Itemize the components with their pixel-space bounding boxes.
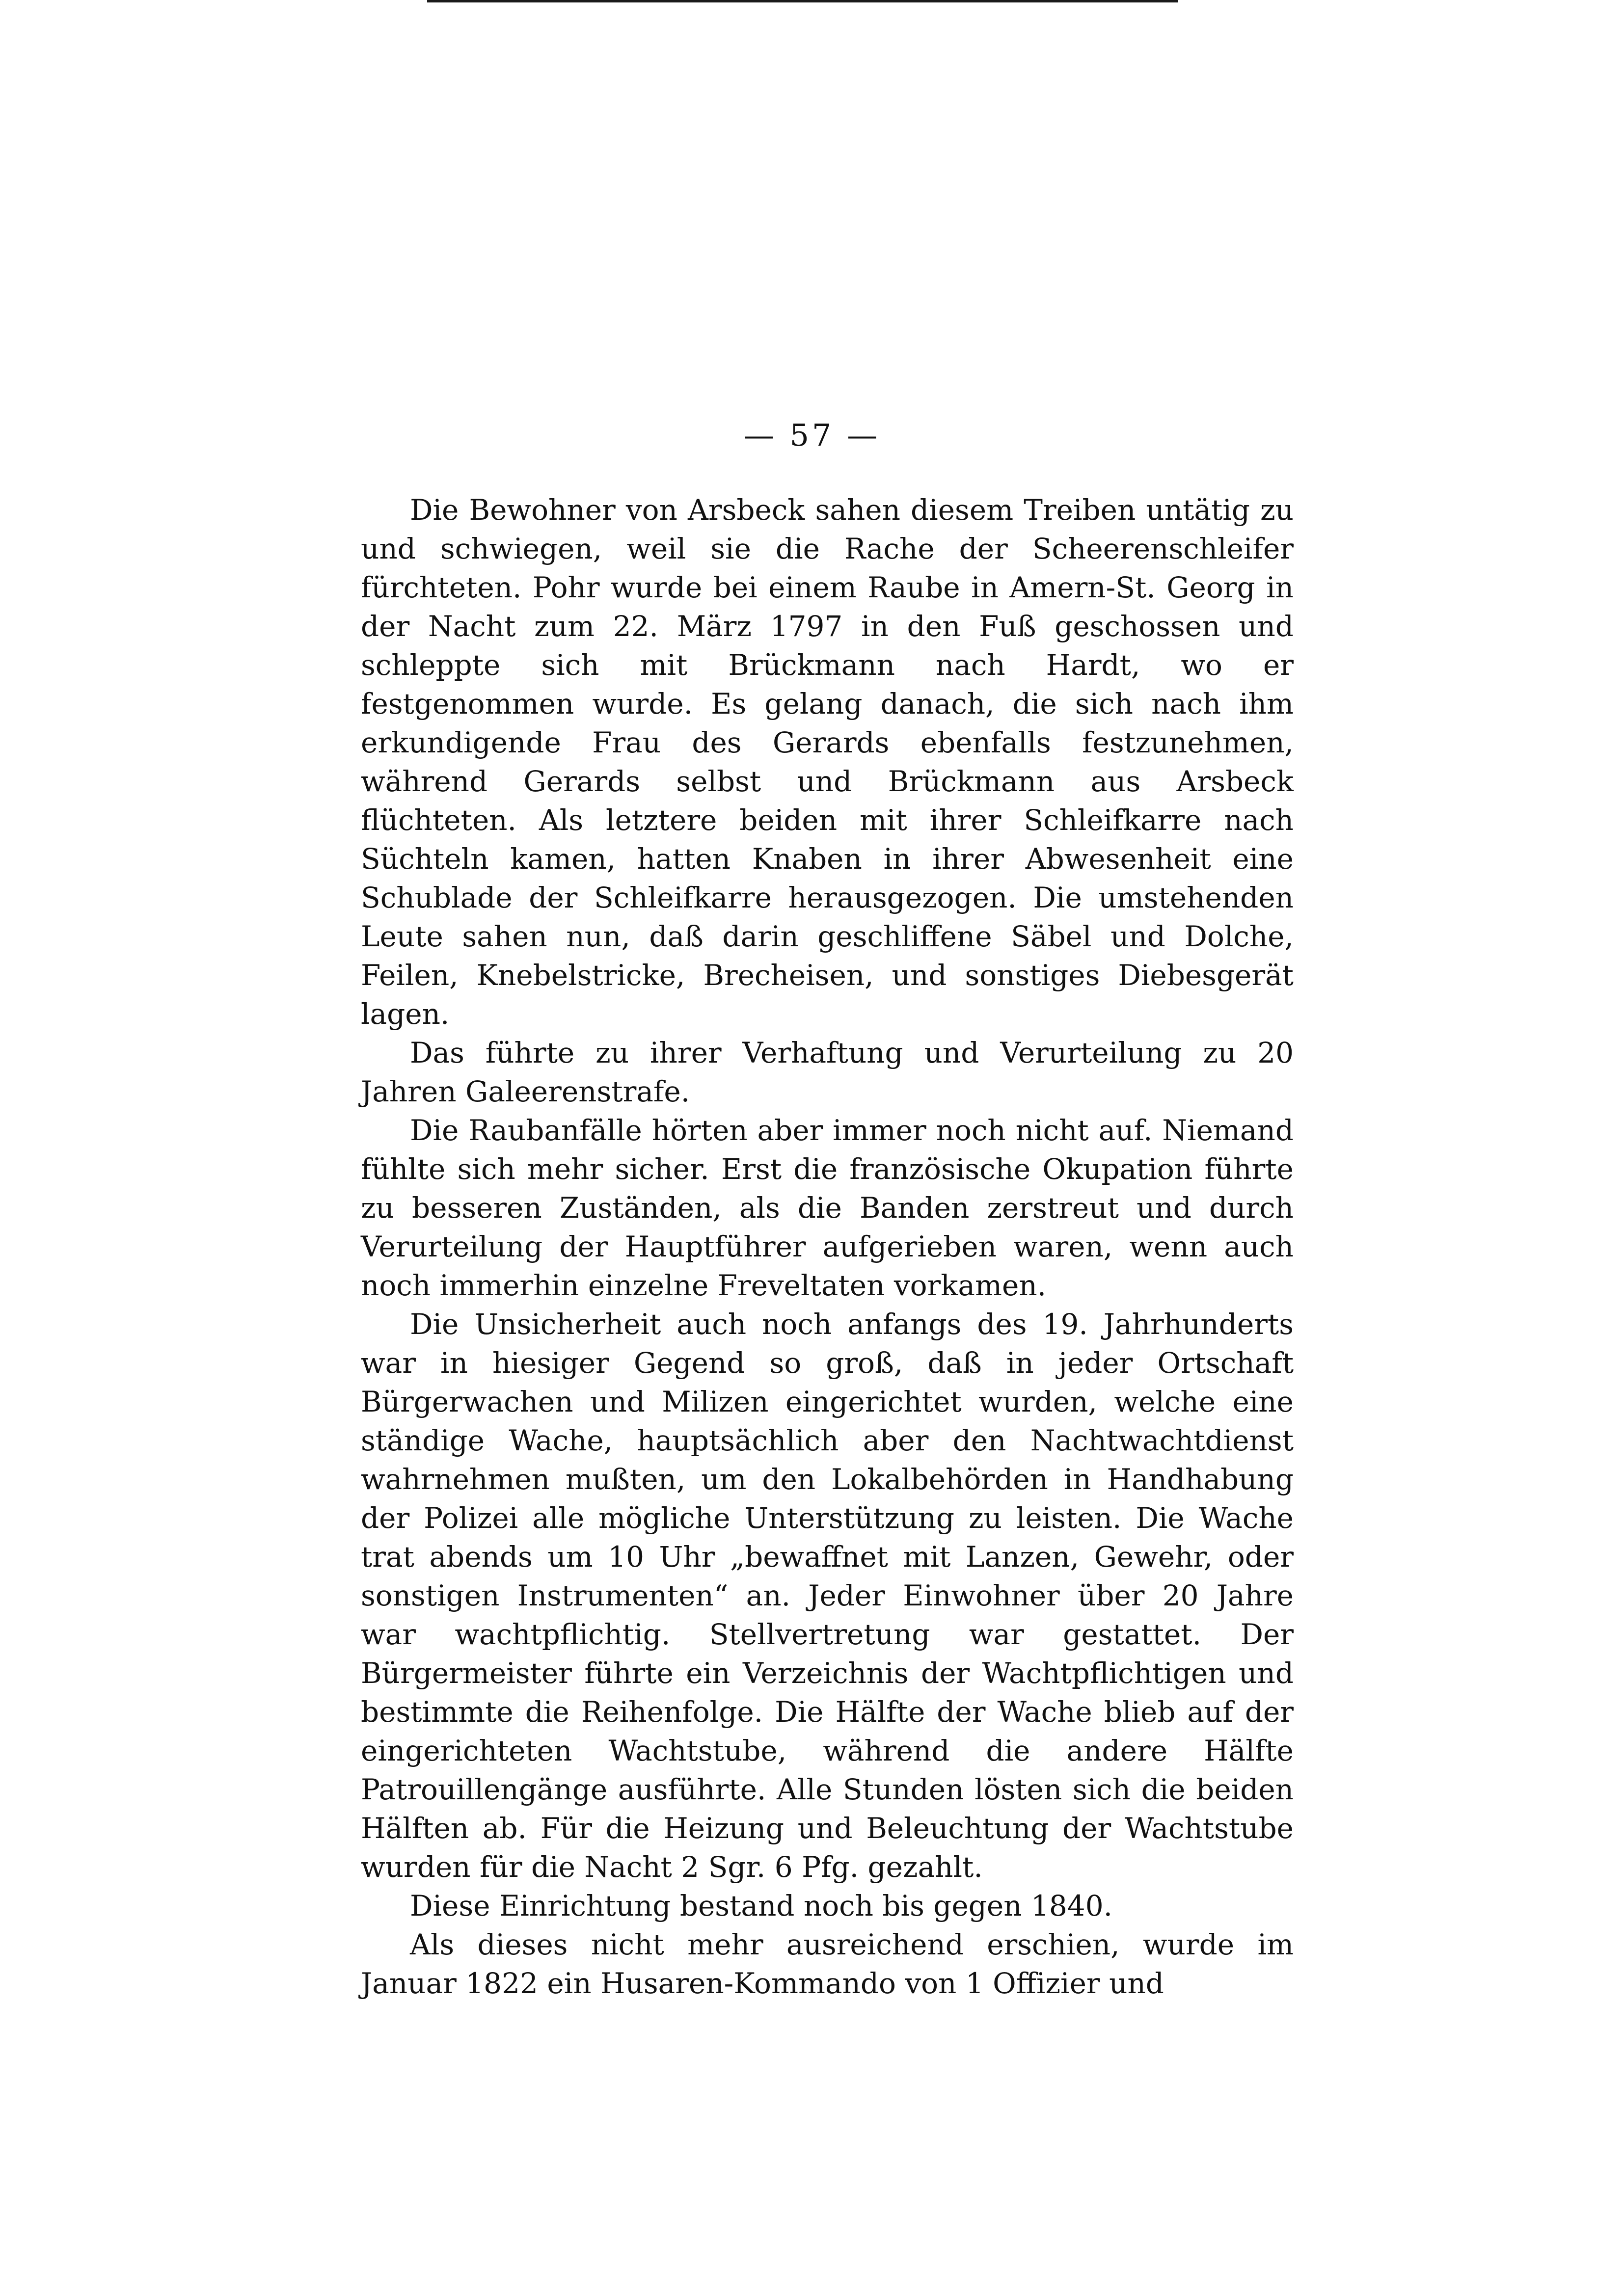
paragraph-2: Das führte zu ihrer Verhaftung und Verurteilung zu 20 Jahren Galeerenstrafe. <box>361 1036 1294 1108</box>
page-number: — 57 — <box>743 417 881 453</box>
paragraph-1: Die Bewohner von Arsbeck sahen diesem Treiben untätig zu und schwiegen, weil sie die Rache der Scheerenschleifer fürchteten. Pohr wurde bei einem Raube in Amern-St. Georg in der Nacht zum 22. März 1797 in den Fuß geschossen und schleppte sich mit Brückmann nach Hardt, wo er festgenommen wurde. Es gelang danach, die sich nach ihm erkundigende Frau des Gerards ebenfalls festzunehmen, während Gerards selbst und Brückmann aus Arsbeck flüchteten. Als letztere beiden mit ihrer Schleifkarre nach Süchteln kamen, hatten Knaben in ihrer Abwesenheit eine Schublade der Schleifkarre herausgezogen. Die umstehenden Leute sahen nun, daß darin geschliffene Säbel und Dolche, Feilen, Knebelstricke, Brecheisen, und sonstiges Diebesgerät lagen. <box>361 493 1294 1031</box>
paragraph-5: Diese Einrichtung bestand noch bis gegen 1840. <box>410 1889 1113 1922</box>
body-text <box>361 491 1294 2003</box>
paragraph-6: Als dieses nicht mehr ausreichend erschien, wurde im Januar 1822 ein Husaren-Kommando von 1 Offizier und <box>361 1928 1294 2000</box>
paragraph-3: Die Raubanfälle hörten aber immer noch nicht auf. Niemand fühlte sich mehr sicher. Erst die französische Okupation führte zu besseren Zuständen, als die Banden zerstreut und durch Verurteilung der Hauptführer aufgerieben waren, wenn auch noch immerhin einzelne Freveltaten vorkamen. <box>361 1114 1294 1302</box>
top-border-rule <box>427 0 1178 2</box>
paragraph-4: Die Unsicherheit auch noch anfangs des 19. Jahrhunderts war in hiesiger Gegend so groß, daß in jeder Ortschaft Bürgerwachen und Milizen eingerichtet wurden, welche eine ständige Wache, hauptsächlich aber den Nachtwachtdienst wahrnehmen mußten, um den Lokalbehörden in Handhabung der Polizei alle mögliche Unterstützung zu leisten. Die Wache trat abends um 10 Uhr „bewaffnet mit Lanzen, Gewehr, oder sonstigen Instrumenten“ an. Jeder Einwohner über 20 Jahre war wachtpflichtig. Stellvertretung war gestattet. Der Bürgermeister führte ein Verzeichnis der Wachtpflichtigen und bestimmte die Reihenfolge. Die Hälfte der Wache blieb auf der eingerichteten Wachtstube, während die andere Hälfte Patrouillengänge ausführte. Alle Stunden lösten sich die beiden Hälften ab. Für die Heizung und Beleuchtung der Wachtstube wurden für die Nacht 2 Sgr. 6 Pfg. gezahlt. <box>361 1308 1294 1884</box>
